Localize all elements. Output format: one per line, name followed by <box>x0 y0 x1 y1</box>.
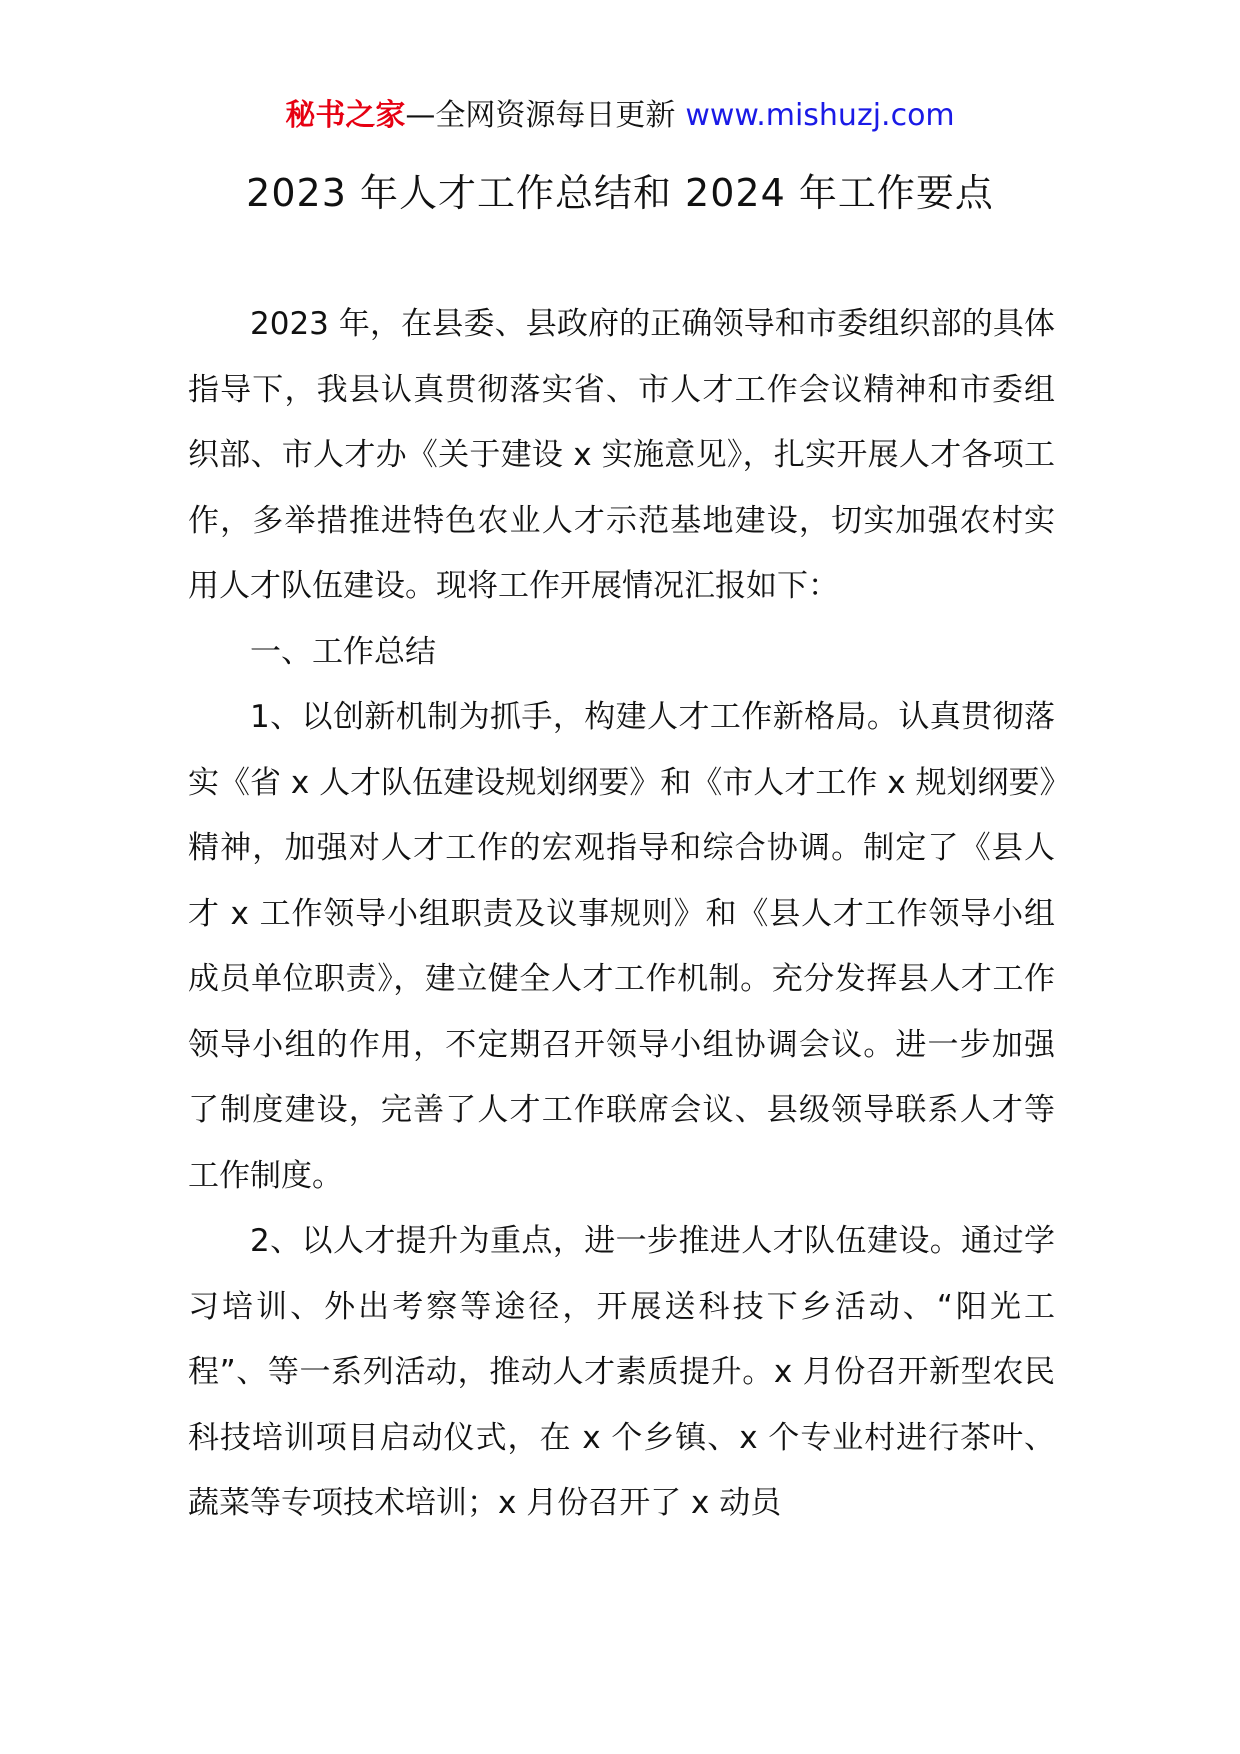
site-brand: 秘书之家 <box>285 98 406 133</box>
paragraph-item-2: 2、以人才提升为重点，进一步推进人才队伍建设。通过学习培训、外出考察等途径，开展送科技下乡活动、“阳光工程”、等一系列活动，推动人才素质提升。x 月份召开新型农民科技培训项目启动仪式，在 x 个乡镇、x 个专业村进行茶叶、蔬菜等专项技术培训；x 月份召开了 x 动员 <box>188 1223 1055 1521</box>
document-body <box>188 292 1055 1537</box>
section-heading-summary: 一、工作总结 <box>250 633 436 670</box>
site-url-link[interactable]: www.mishuzj.com <box>685 98 955 133</box>
site-tagline: —全网资源每日更新 <box>405 98 676 133</box>
site-header <box>0 96 1240 136</box>
paragraph-intro: 2023 年，在县委、县政府的正确领导和市委组织部的具体指导下，我县认真贯彻落实省、市人才工作会议精神和市委组织部、市人才办《关于建设 x 实施意见》，扎实开展人才各项工作，多举措推进特色农业人才示范基地建设，切实加强农村实用人才队伍建设。现将工作开展情况汇报如下： <box>188 306 1055 604</box>
document-title: 2023 年人才工作总结和 2024 年工作要点 <box>246 171 994 215</box>
paragraph-item-1: 1、以创新机制为抓手，构建人才工作新格局。认真贯彻落实《省 x 人才队伍建设规划纲要》和《市人才工作 x 规划纲要》精神，加强对人才工作的宏观指导和综合协调。制定了《县人才 x 工作领导小组职责及议事规则》和《县人才工作领导小组成员单位职责》，建立健全人才工作机制。充分发挥县人才工作领导小组的作用，不定期召开领导小组协调会议。进一步加强了制度建设，完善了人才工作联席会议、县级领导联系人才等工作制度。 <box>188 699 1055 1194</box>
